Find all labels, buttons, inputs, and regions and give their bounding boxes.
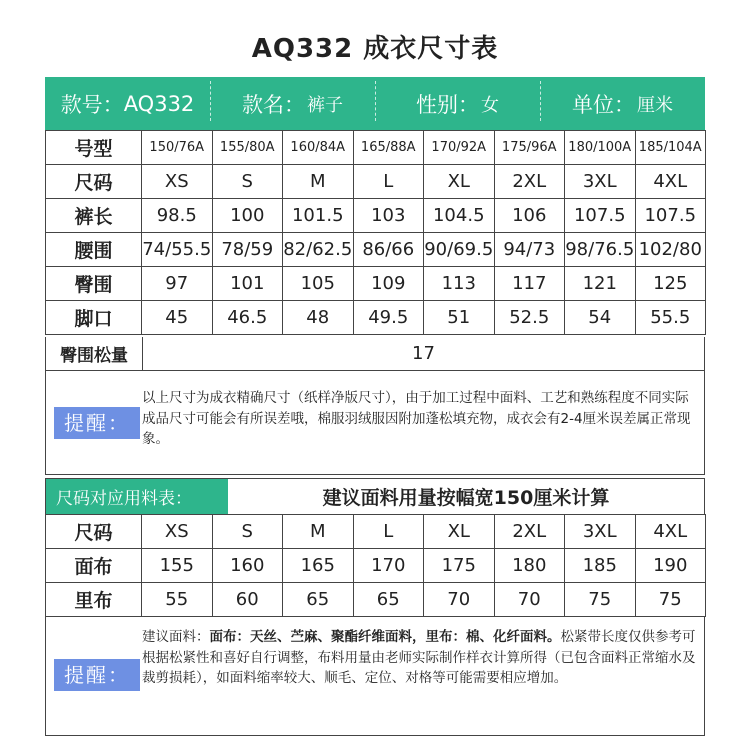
table-cell: 55.5 xyxy=(635,301,706,335)
info-header xyxy=(45,77,705,130)
fabric-title: 建议面料用量按幅宽150厘米计算 xyxy=(322,487,610,509)
table-cell: XL xyxy=(424,515,495,549)
table-cell: 54 xyxy=(565,301,636,335)
table-cell: 49.5 xyxy=(353,301,424,335)
table-cell: 107.5 xyxy=(635,199,706,233)
table-cell: L xyxy=(353,515,424,549)
row-label: 号型 xyxy=(46,131,142,165)
table-cell: 107.5 xyxy=(565,199,636,233)
table-cell: 60 xyxy=(212,583,283,617)
table-cell: 103 xyxy=(353,199,424,233)
table-cell: 125 xyxy=(635,267,706,301)
table-row xyxy=(46,199,706,233)
table-cell: 121 xyxy=(565,267,636,301)
table-cell: 180 xyxy=(494,549,565,583)
table-cell: 75 xyxy=(635,583,706,617)
unit-label: 单位： xyxy=(572,92,635,117)
row-label: 裤长 xyxy=(46,199,142,233)
fabric-reminder-text xyxy=(142,627,696,689)
table-cell: 190 xyxy=(635,549,706,583)
gender xyxy=(375,89,540,119)
row-label: 臀围 xyxy=(46,267,142,301)
table-cell: 52.5 xyxy=(494,301,565,335)
style-no-label: 款号： xyxy=(60,92,124,117)
table-cell: 106 xyxy=(494,199,565,233)
table-cell: 165 xyxy=(283,549,354,583)
table-cell: 4XL xyxy=(635,165,706,199)
style-no-value: AQ332 xyxy=(123,91,195,116)
row-label: 尺码 xyxy=(46,165,142,199)
style-name xyxy=(210,89,375,119)
table-cell: 105 xyxy=(283,267,354,301)
hip-ease-value: 17 xyxy=(412,343,435,364)
table-cell: S xyxy=(212,515,283,549)
table-row xyxy=(46,583,706,617)
page-title: AQ332 成衣尺寸表 xyxy=(251,34,499,64)
style-name-value: 裤子 xyxy=(307,94,343,116)
fabric-table xyxy=(45,514,706,617)
row-label: 腰围 xyxy=(46,233,142,267)
table-cell: 48 xyxy=(283,301,354,335)
main-fabric-label: 面布： xyxy=(209,629,250,645)
fabric-reminder-tag: 提醒： xyxy=(54,659,140,691)
table-row xyxy=(46,515,706,549)
fabric-note-rest: 松紧带长度仅供参考可根据松紧性和喜好自行调整，布料用量由老师实际制作样衣计算所得（已包含面料正常缩水及裁剪损耗），如面料缩率较大、顺毛、定位、对格等可能需要相应增加。 xyxy=(142,629,696,686)
table-cell: 175/96A xyxy=(494,131,565,165)
unit-value: 厘米 xyxy=(637,94,673,116)
reminder-tag: 提醒： xyxy=(54,407,140,439)
table-cell: 45 xyxy=(142,301,213,335)
reminder-text: 以上尺寸为成衣精确尺寸（纸样净版尺寸），由于加工过程中面料、工艺和熟练程度不同实际成品尺寸可能会有所误差哦，棉服羽绒服因附加蓬松填充物，成衣会有2-4厘米误差属正常现象。 xyxy=(142,390,691,447)
table-cell: 51 xyxy=(424,301,495,335)
gender-label: 性别： xyxy=(416,92,479,117)
table-cell: 74/55.5 xyxy=(142,233,213,267)
table-row xyxy=(46,233,706,267)
unit xyxy=(540,89,705,119)
table-cell: 94/73 xyxy=(494,233,565,267)
table-cell: 75 xyxy=(565,583,636,617)
table-cell: 113 xyxy=(424,267,495,301)
table-cell: 98.5 xyxy=(142,199,213,233)
table-cell: 109 xyxy=(353,267,424,301)
table-cell: 185/104A xyxy=(635,131,706,165)
table-cell: 160/84A xyxy=(283,131,354,165)
table-cell: M xyxy=(283,515,354,549)
row-label: 脚口 xyxy=(46,301,142,335)
table-cell: 104.5 xyxy=(424,199,495,233)
table-cell: 97 xyxy=(142,267,213,301)
table-cell: 102/80 xyxy=(635,233,706,267)
table-row xyxy=(46,165,706,199)
table-cell: 101 xyxy=(212,267,283,301)
table-cell: 185 xyxy=(565,549,636,583)
table-cell: M xyxy=(283,165,354,199)
table-cell: 170/92A xyxy=(424,131,495,165)
table-cell: 117 xyxy=(494,267,565,301)
table-cell: 175 xyxy=(424,549,495,583)
gender-value: 女 xyxy=(481,94,499,116)
table-row xyxy=(46,549,706,583)
table-cell: 65 xyxy=(353,583,424,617)
table-cell: 100 xyxy=(212,199,283,233)
table-cell: 155/80A xyxy=(212,131,283,165)
table-cell: XS xyxy=(142,165,213,199)
table-cell: 98/76.5 xyxy=(565,233,636,267)
fabric-suggest-prefix: 建议面料： xyxy=(142,629,210,645)
hip-ease-row xyxy=(45,337,705,371)
table-cell: XS xyxy=(142,515,213,549)
row-label: 里布 xyxy=(46,583,142,617)
style-no xyxy=(45,89,210,119)
table-cell: 155 xyxy=(142,549,213,583)
table-cell: 46.5 xyxy=(212,301,283,335)
fabric-label: 尺码对应用料表： xyxy=(46,479,228,514)
table-row xyxy=(46,301,706,335)
table-cell: 2XL xyxy=(494,515,565,549)
hip-ease-label: 臀围松量 xyxy=(46,337,143,370)
table-cell: 160 xyxy=(212,549,283,583)
table-cell: 165/88A xyxy=(353,131,424,165)
table-cell: 3XL xyxy=(565,165,636,199)
row-label: 尺码 xyxy=(46,515,142,549)
main-fabric-value: 天丝、苎麻、聚酯纤维面料， xyxy=(250,629,426,645)
row-label: 面布 xyxy=(46,549,142,583)
table-cell: 55 xyxy=(142,583,213,617)
reminder-note xyxy=(45,371,705,475)
table-cell: 180/100A xyxy=(565,131,636,165)
table-cell: 150/76A xyxy=(142,131,213,165)
lining-value: 棉、化纤面料。 xyxy=(466,629,561,645)
size-table xyxy=(45,130,706,335)
table-cell: 170 xyxy=(353,549,424,583)
table-cell: 4XL xyxy=(635,515,706,549)
table-cell: 101.5 xyxy=(283,199,354,233)
table-cell: S xyxy=(212,165,283,199)
table-cell: 90/69.5 xyxy=(424,233,495,267)
table-row xyxy=(46,267,706,301)
fabric-reminder-note xyxy=(45,616,705,736)
table-cell: 65 xyxy=(283,583,354,617)
table-cell: 70 xyxy=(494,583,565,617)
table-cell: XL xyxy=(424,165,495,199)
style-name-label: 款名： xyxy=(242,92,305,117)
fabric-header xyxy=(45,478,705,514)
lining-label: 里布： xyxy=(425,629,466,645)
table-cell: 82/62.5 xyxy=(283,233,354,267)
table-cell: 70 xyxy=(424,583,495,617)
table-cell: 2XL xyxy=(494,165,565,199)
table-cell: L xyxy=(353,165,424,199)
table-cell: 3XL xyxy=(565,515,636,549)
table-cell: 78/59 xyxy=(212,233,283,267)
table-row xyxy=(46,131,706,165)
table-cell: 86/66 xyxy=(353,233,424,267)
